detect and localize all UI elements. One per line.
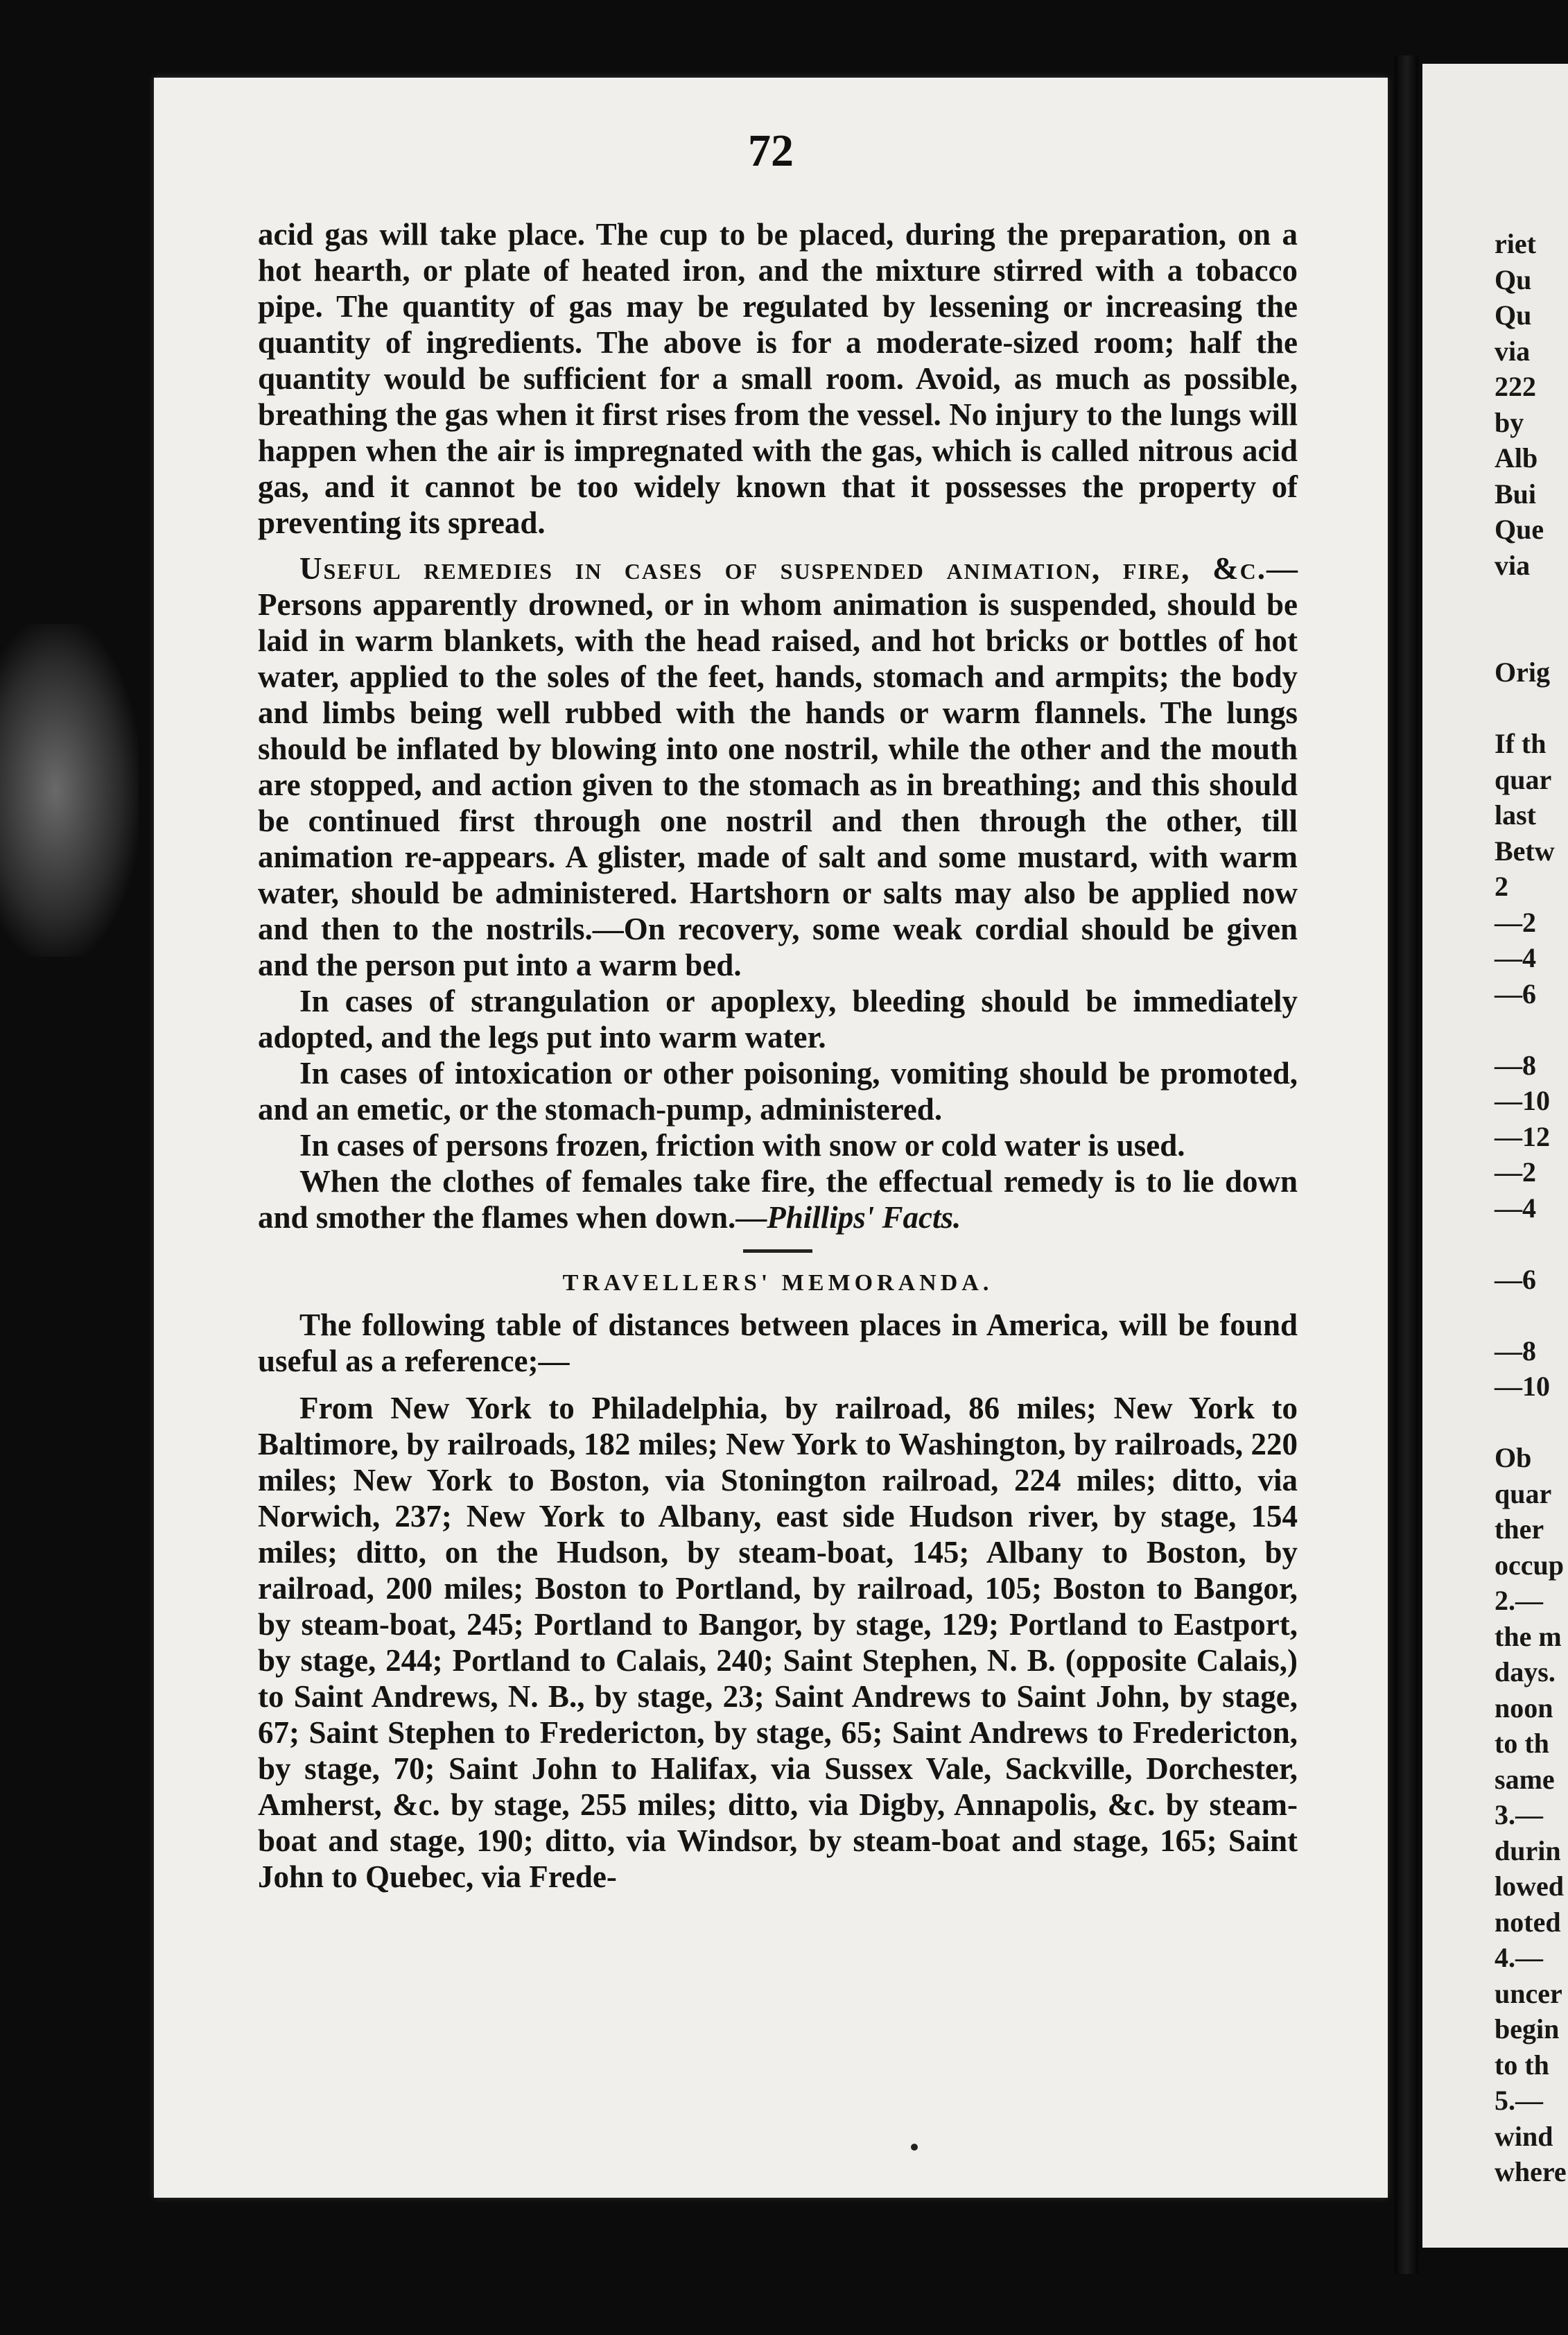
scan-edge-mottle <box>0 624 139 957</box>
facing-page-line: days. <box>1495 1656 1556 1687</box>
facing-page-line: durin <box>1495 1834 1561 1866</box>
facing-page-line: Orig <box>1495 657 1550 688</box>
facing-page-line: lowed <box>1495 1870 1564 1902</box>
facing-page-line: via <box>1495 549 1531 581</box>
paragraph-remedies <box>258 550 1298 983</box>
paragraph-intoxication: In cases of intoxication or other poisoning, vomiting should be promoted, and an emetic, or the stomach-pump, administered. <box>258 1056 1298 1127</box>
facing-page-line: to th <box>1495 1728 1549 1759</box>
facing-page-line: uncer <box>1495 1977 1562 2009</box>
facing-page-line: ther <box>1495 1513 1544 1545</box>
facing-page-line: Que <box>1495 514 1544 545</box>
page-text <box>258 216 1298 1895</box>
facing-page-line: via <box>1495 335 1531 367</box>
ink-dot <box>911 2144 918 2151</box>
facing-page-line: last <box>1495 799 1536 831</box>
travellers-heading: TRAVELLERS' MEMORANDA. <box>562 1270 993 1296</box>
facing-page-line: Betw <box>1495 835 1555 867</box>
facing-page-line: If th <box>1495 728 1547 759</box>
facing-page-line: Qu <box>1495 300 1532 331</box>
facing-page-line: same <box>1495 1763 1555 1795</box>
facing-page-line: 2.— <box>1495 1585 1543 1616</box>
facing-page-line: quar <box>1495 1477 1552 1509</box>
facing-page-line: —4 <box>1495 942 1536 973</box>
facing-page-line: —4 <box>1495 1192 1536 1224</box>
facing-page-line: the m <box>1495 1620 1562 1652</box>
facing-page-line: Ob <box>1495 1442 1532 1473</box>
facing-page-line: quar <box>1495 763 1552 795</box>
facing-page-line: 222 <box>1495 371 1536 402</box>
facing-page-line: —10 <box>1495 1371 1550 1402</box>
facing-page-line: —2 <box>1495 906 1536 938</box>
facing-page-line: wind <box>1495 2120 1553 2152</box>
facing-page-line: Qu <box>1495 263 1532 295</box>
facing-page-line: by <box>1495 406 1524 438</box>
fire-source: Phillips' Facts. <box>767 1200 961 1235</box>
facing-page-line: occup <box>1495 1549 1564 1581</box>
book-spine <box>1395 55 1418 2274</box>
facing-page-line: 3.— <box>1495 1799 1543 1830</box>
facing-page-line: where <box>1495 2156 1567 2187</box>
facing-page-line: —12 <box>1495 1120 1550 1152</box>
fire-text: When the clothes of females take fire, the effectual remedy is to lie down and smother the flames when down.— <box>258 1164 1298 1235</box>
facing-page-line: —6 <box>1495 978 1536 1009</box>
facing-page-line: —10 <box>1495 1085 1550 1116</box>
page-number: 72 <box>748 125 794 176</box>
section-divider <box>743 1249 812 1253</box>
facing-page-line: noon <box>1495 1692 1553 1724</box>
travellers-intro: The following table of distances between places in America, will be found useful as a reference;— <box>258 1308 1298 1378</box>
facing-page-line: noted <box>1495 1906 1561 1938</box>
facing-page-line: —8 <box>1495 1335 1536 1366</box>
facing-page-line: 4.— <box>1495 1942 1543 1973</box>
paragraph-strangulation: In cases of strangulation or apoplexy, bleeding should be immediately adopted, and the legs put into warm water. <box>258 984 1298 1054</box>
facing-page-line: to th <box>1495 2049 1549 2081</box>
facing-page-line: 2 <box>1495 871 1508 902</box>
facing-page-line: Bui <box>1495 478 1537 510</box>
facing-page <box>1422 64 1568 2248</box>
facing-page-line: —6 <box>1495 1263 1536 1295</box>
facing-page-line: 5.— <box>1495 2085 1543 2116</box>
distances-paragraph: From New York to Philadelphia, by railroad, 86 miles; New York to Baltimore, by railroads, 182 miles; New York to Washington, by railroads, 220 miles; New York to Boston, via Stonington railroad, 224 miles; ditto, via Norwich, 237; New York to Albany, east side Hudson river, by stage, 154 miles; ditto, on the Hudson, by steam-boat, 145; Albany to Boston, by railroad, 200 miles; Boston to Portland, by railroad, 105; Boston to Bangor, by steam-boat, 245; Portland to Bangor, by stage, 129; Portland to Eastport, by stage, 244; Portland to Calais, 240; Saint Stephen, N. B. (opposite Calais,) to Saint Andrews, N. B., by stage, 23; Saint Andrews to Saint John, by stage, 67; Saint Stephen to Fredericton, by stage, 65; Saint Andrews to Fredericton, by stage, 70; Saint John to Halifax, via Sussex Vale, Sackville, Dorchester, Amherst, &c. by stage, 255 miles; ditto, via Digby, Annapolis, &c. by steam-boat and stage, 190; ditto, via Windsor, by steam-boat and stage, 165; Saint John to Quebec, via Frede- <box>258 1391 1298 1894</box>
facing-page-line: —2 <box>1495 1156 1536 1188</box>
facing-page-line: —8 <box>1495 1049 1536 1081</box>
book-page <box>154 78 1388 2198</box>
remedies-text: —Persons apparently drowned, or in whom animation is suspended, should be laid in warm blankets, with the head raised, and hot bricks or bottles of hot water, applied to the soles of the feet, hands, stomach and armpits; the body and limbs being well rubbed with the hands or warm flannels. The lungs should be inflated by blowing into one nostril, while the other and the mouth are stopped, and action given to the stomach as in breathing; and this should be continued first through one nostril and then through the other, till animation re-appears. A glister, made of salt and some mustard, with warm water, should be administered. Hartshorn or salts may also be applied now and then to the nostrils.—On recovery, some weak cordial should be given and the person put into a warm bed. <box>258 551 1298 982</box>
remedies-heading: Useful remedies in cases of suspended animation, fire, &c. <box>299 551 1266 586</box>
facing-page-line: riet <box>1495 228 1536 259</box>
paragraph-frozen: In cases of persons frozen, friction with snow or cold water is used. <box>299 1128 1185 1163</box>
paragraph-fire <box>258 1163 1298 1235</box>
paragraph-gas: acid gas will take place. The cup to be placed, during the preparation, on a hot hearth, or plate of heated iron, and the mixture stirred with a tobacco pipe. The quantity of gas may be regulated by lessening or increasing the quantity of ingredients. The above is for a moderate-sized room; half the quantity would be sufficient for a small room. Avoid, as much as possible, breathing the gas when it first rises from the vessel. No injury to the lungs will happen when the air is impregnated with the gas, which is called nitrous acid gas, and it cannot be too widely known that it possesses the property of preventing its spread. <box>258 217 1298 540</box>
facing-page-line: Alb <box>1495 442 1538 474</box>
facing-page-line: begin <box>1495 2013 1560 2045</box>
